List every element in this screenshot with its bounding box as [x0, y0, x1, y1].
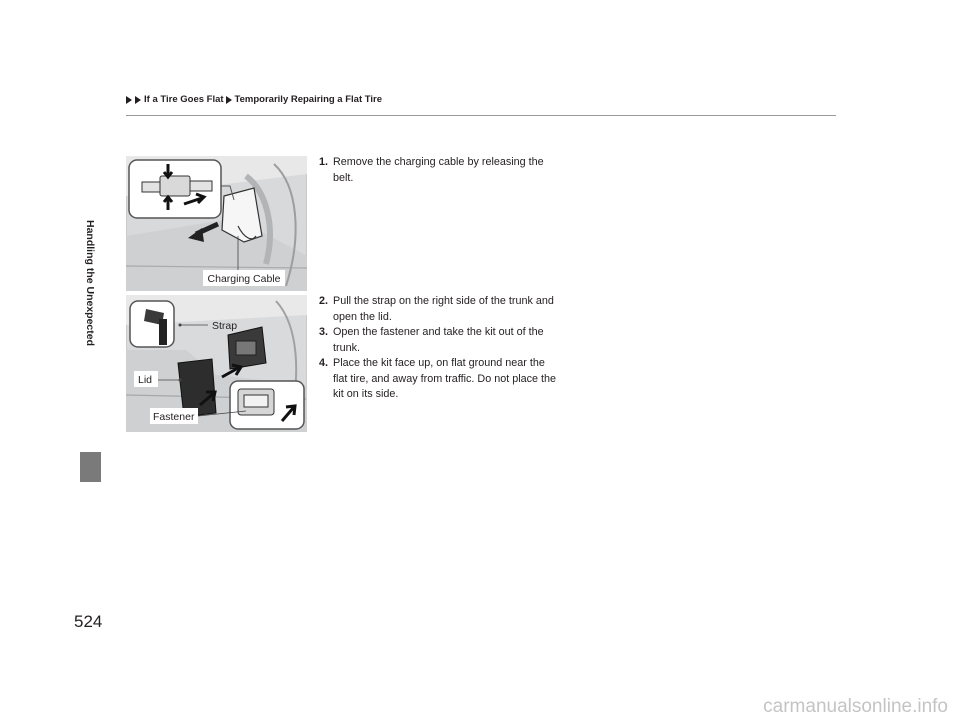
breadcrumb [126, 94, 382, 105]
breadcrumb-arrow-icon [226, 96, 232, 104]
step-item: 2. Pull the strap on the right side of the trunk and open the lid. [319, 295, 554, 323]
step-item: 3. Open the fastener and take the kit out of the trunk. [319, 326, 544, 354]
callout-charging-cable: Charging Cable [207, 273, 281, 285]
strap-inset [130, 301, 174, 347]
instruction-steps-2 [319, 294, 559, 403]
callout-fastener: Fastener [153, 411, 195, 423]
chapter-tab-marker[interactable] [80, 452, 101, 482]
watermark: carmanualsonline.info [763, 696, 948, 717]
figure-charging-cable [126, 156, 307, 291]
header-rule [126, 115, 836, 116]
chapter-side-label: Handling the Unexpected [84, 219, 97, 347]
page-number: 524 [74, 612, 103, 631]
callout-strap: Strap [212, 320, 238, 332]
callout-lid: Lid [138, 374, 153, 386]
figure-kit-removal [126, 295, 307, 432]
breadcrumb-arrow-icon [126, 96, 132, 104]
breadcrumb-arrow-icon [135, 96, 141, 104]
breadcrumb-section[interactable]: If a Tire Goes Flat [144, 94, 224, 105]
instruction-steps-1 [319, 155, 559, 186]
step-item: 4. Place the kit face up, on flat ground near the flat tire, and away from traffic. Do not place the kit on its side. [319, 357, 557, 400]
breadcrumb-topic[interactable]: Temporarily Repairing a Flat Tire [234, 94, 383, 105]
step-item: 1. Remove the charging cable by releasing the belt. [319, 156, 544, 184]
